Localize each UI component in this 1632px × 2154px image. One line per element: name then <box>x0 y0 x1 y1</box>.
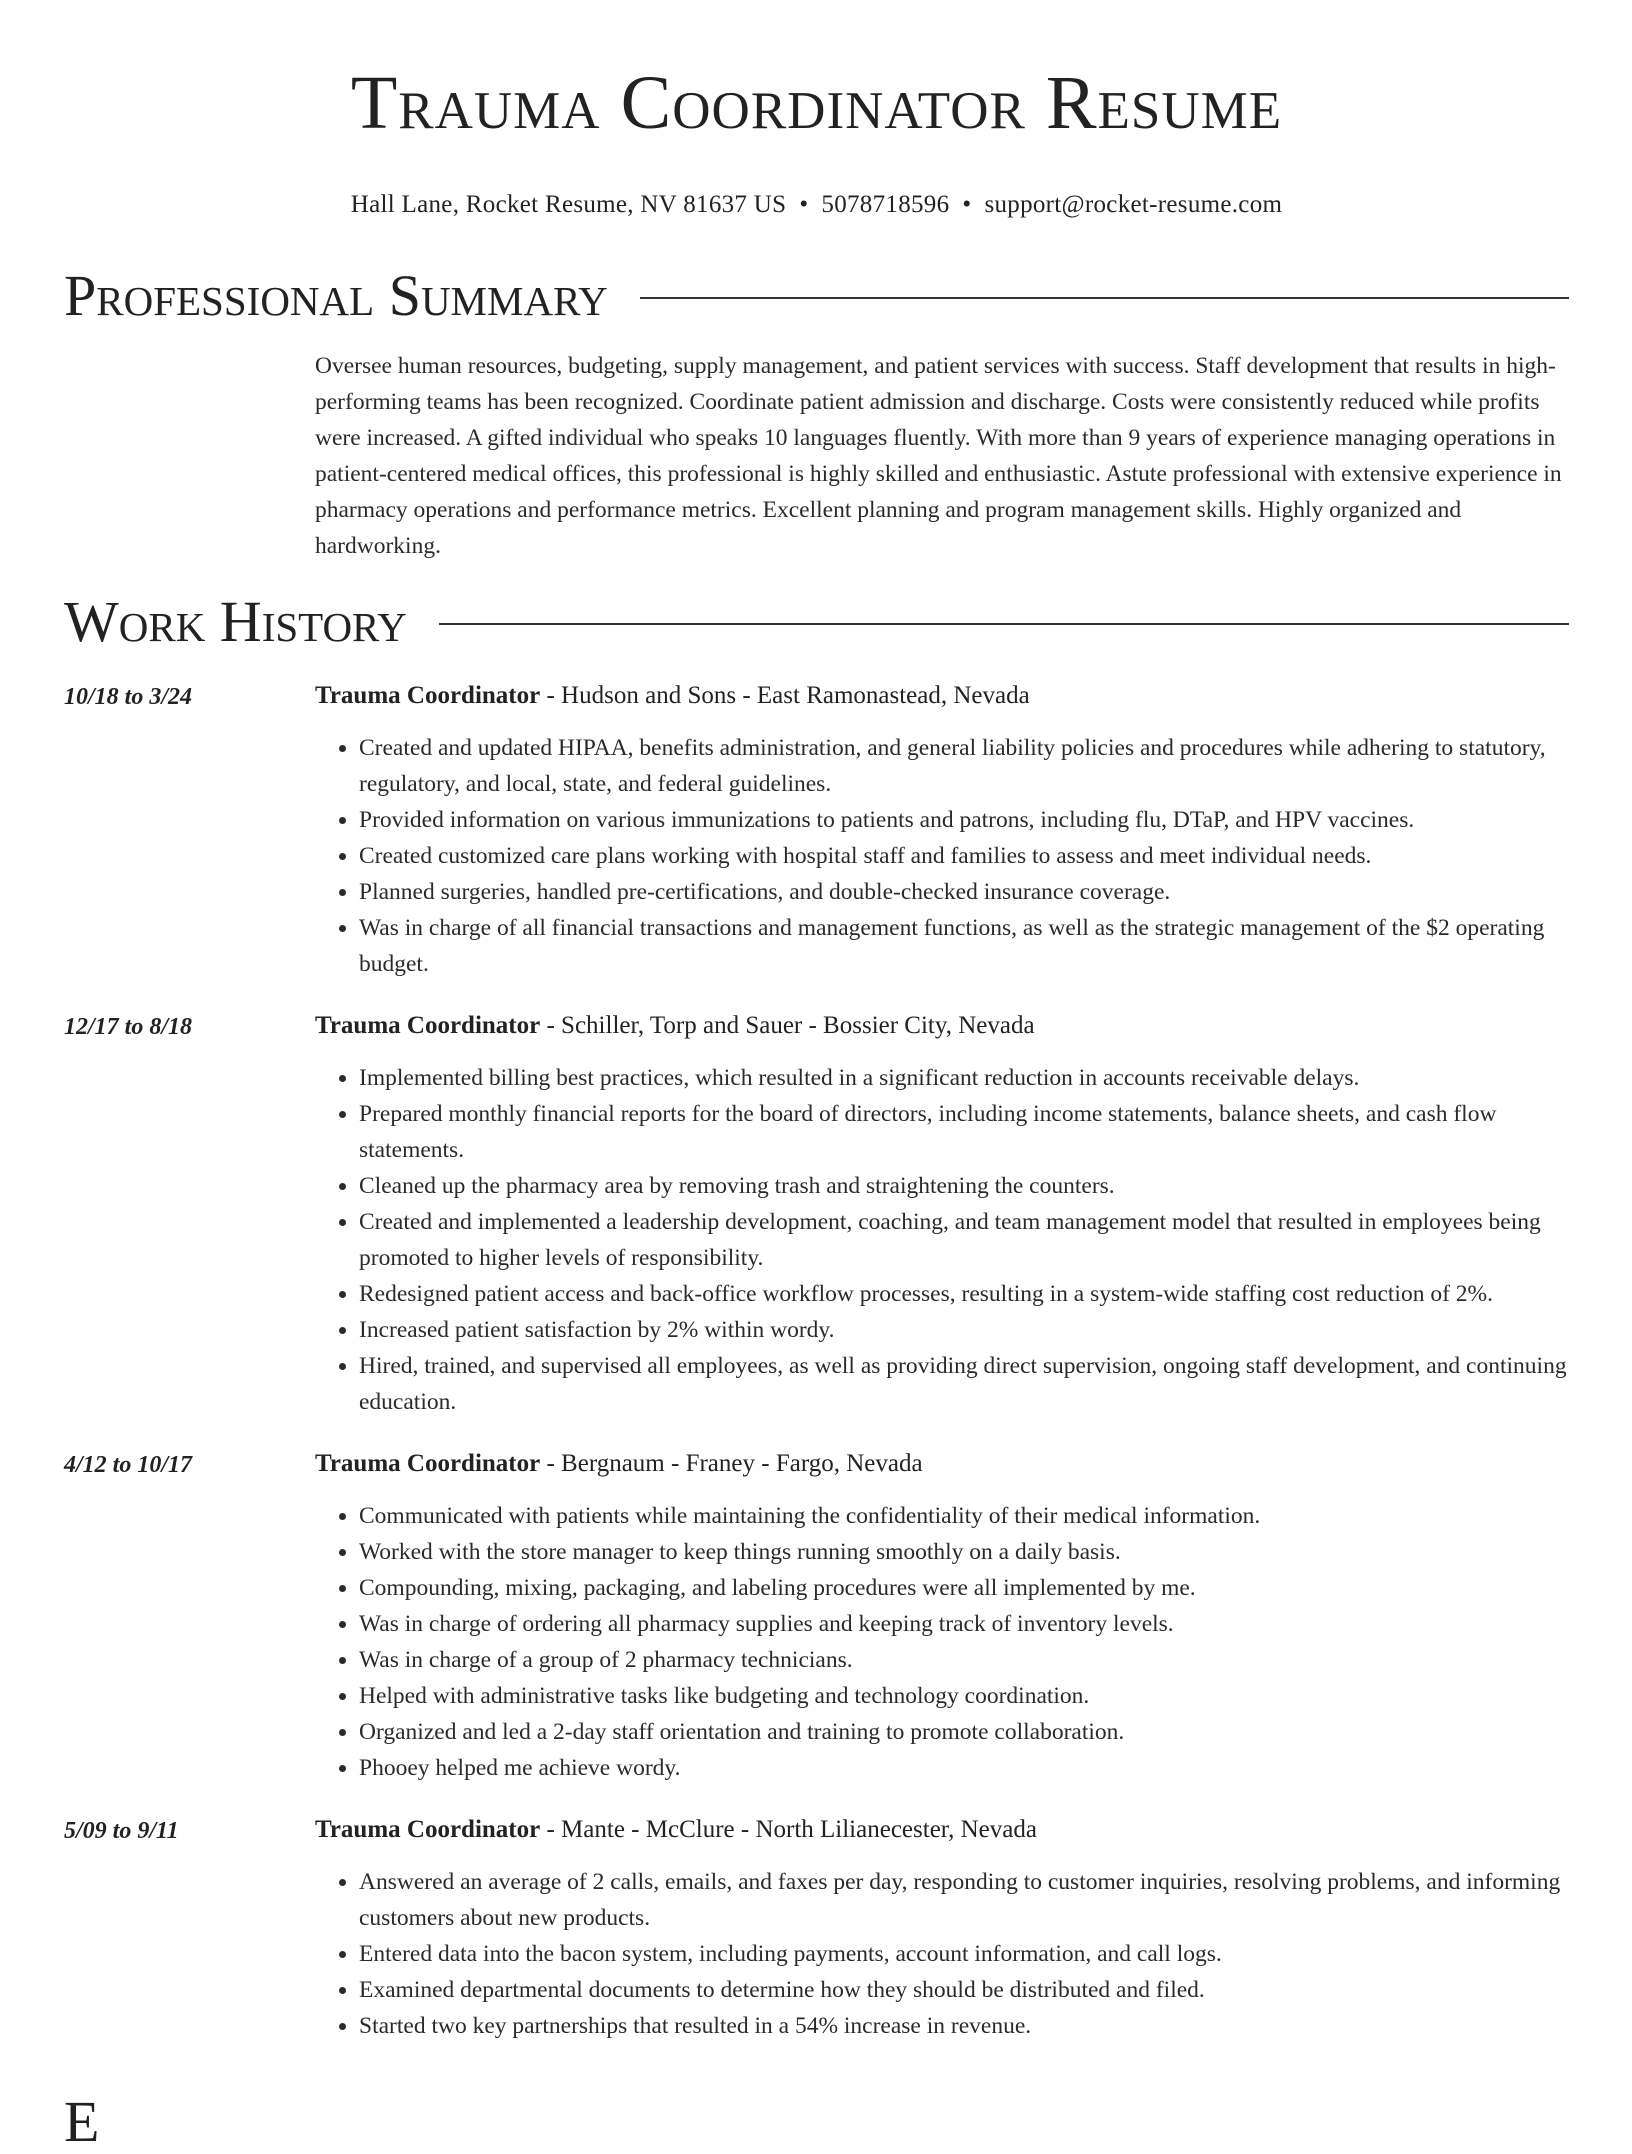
job-body <box>315 1446 1569 1786</box>
resume-title: Trauma Coordinator Resume <box>350 61 1283 145</box>
job-heading <box>315 1446 1569 1482</box>
job-bullet: • Phooey helped me achieve wordy. <box>359 1750 1569 1786</box>
summary-heading: Professional Summary <box>64 263 608 328</box>
job-bullet: • Increased patient satisfaction by 2% within wordy. <box>359 1312 1569 1348</box>
job-entry <box>64 1812 1569 2044</box>
job-body <box>315 1812 1569 2044</box>
work-history-section-header <box>64 590 1569 654</box>
job-employer: - Hudson and Sons - East Ramonastead, Nevada <box>540 682 1030 709</box>
job-bullet: • Examined departmental documents to determine how they should be distributed and filed. <box>359 1972 1569 2008</box>
job-bullet: • Helped with administrative tasks like budgeting and technology coordination. <box>359 1678 1569 1714</box>
job-title: Trauma Coordinator <box>315 682 541 709</box>
contact-phone: 5078718596 <box>821 191 950 218</box>
job-bullets <box>315 1498 1569 1786</box>
contact-separator: • <box>962 191 972 218</box>
job-employer: - Mante - McClure - North Lilianecester, Nevada <box>540 1816 1037 1843</box>
job-dates: 4/12 to 10/17 <box>64 1452 193 1478</box>
job-bullet: • Created and updated HIPAA, benefits administration, and general liability policies and procedures while adhering to statutory, regulatory, and local, state, and federal guidelines. <box>359 730 1569 802</box>
job-title: Trauma Coordinator <box>315 1012 541 1039</box>
job-dates: 10/18 to 3/24 <box>64 684 193 710</box>
job-body <box>315 1008 1569 1420</box>
job-title: Trauma Coordinator <box>315 1450 541 1477</box>
job-bullet: • Started two key partnerships that resulted in a 54% increase in revenue. <box>359 2008 1569 2044</box>
section-divider <box>439 623 1569 625</box>
section-divider <box>640 297 1569 299</box>
job-bullet: • Worked with the store manager to keep things running smoothly on a daily basis. <box>359 1534 1569 1570</box>
job-employer: - Bergnaum - Franey - Fargo, Nevada <box>540 1450 923 1477</box>
job-bullet: • Created customized care plans working with hospital staff and families to assess and meet individual needs. <box>359 838 1569 874</box>
job-bullet: • Compounding, mixing, packaging, and labeling procedures were all implemented by me. <box>359 1570 1569 1606</box>
contact-line <box>64 190 1569 220</box>
work-history-list <box>64 678 1569 2044</box>
job-bullet: • Communicated with patients while maintaining the confidentiality of their medical information. <box>359 1498 1569 1534</box>
job-title: Trauma Coordinator <box>315 1816 541 1843</box>
work-history-heading: Work History <box>64 589 407 654</box>
job-heading <box>315 1812 1569 1848</box>
job-bullet: • Was in charge of a group of 2 pharmacy technicians. <box>359 1642 1569 1678</box>
job-bullet: • Planned surgeries, handled pre-certifications, and double-checked insurance coverage. <box>359 874 1569 910</box>
job-bullet: • Created and implemented a leadership development, coaching, and team management model that resulted in employees being promoted to higher levels of responsibility. <box>359 1204 1569 1276</box>
next-section-heading-partial: E <box>64 2089 100 2154</box>
job-bullet: • Provided information on various immunizations to patients and patrons, including flu, DTaP, and HPV vaccines. <box>359 802 1569 838</box>
job-bullet: • Redesigned patient access and back-office workflow processes, resulting in a system-wide staffing cost reduction of 2%. <box>359 1276 1569 1312</box>
job-bullet: • Entered data into the bacon system, including payments, account information, and call logs. <box>359 1936 1569 1972</box>
job-bullets <box>315 1864 1569 2044</box>
job-bullet: • Answered an average of 2 calls, emails, and faxes per day, responding to customer inquiries, resolving problems, and informing customers about new products. <box>359 1864 1569 1936</box>
job-bullet: • Implemented billing best practices, which resulted in a significant reduction in accounts receivable delays. <box>359 1060 1569 1096</box>
job-bullet: • Prepared monthly financial reports for the board of directors, including income statements, balance sheets, and cash flow statements. <box>359 1096 1569 1168</box>
job-bullets <box>315 730 1569 982</box>
contact-email: support@rocket-resume.com <box>984 191 1283 218</box>
job-heading <box>315 678 1569 714</box>
job-entry <box>64 1008 1569 1420</box>
job-entry <box>64 678 1569 982</box>
contact-separator: • <box>799 191 809 218</box>
job-bullet: • Was in charge of all financial transactions and management functions, as well as the strategic management of the $2 operating budget. <box>359 910 1569 982</box>
job-employer: - Schiller, Torp and Sauer - Bossier City, Nevada <box>540 1012 1035 1039</box>
job-dates: 5/09 to 9/11 <box>64 1818 179 1844</box>
job-entry <box>64 1446 1569 1786</box>
job-body <box>315 678 1569 982</box>
contact-address: Hall Lane, Rocket Resume, NV 81637 US <box>350 191 787 218</box>
job-bullets <box>315 1060 1569 1420</box>
job-bullet: • Was in charge of ordering all pharmacy supplies and keeping track of inventory levels. <box>359 1606 1569 1642</box>
job-heading <box>315 1008 1569 1044</box>
job-dates: 12/17 to 8/18 <box>64 1014 193 1040</box>
job-bullet: • Cleaned up the pharmacy area by removing trash and straightening the counters. <box>359 1168 1569 1204</box>
summary-text: Oversee human resources, budgeting, supply management, and patient services with success. Staff development that results in high-performing teams has been recognized. Coordinate patient admission and discharge. Costs were consistently reduced while profits were increased. A gifted individual who speaks 10 languages fluently. With more than 9 years of experience managing operations in patient-centered medical offices, this professional is highly skilled and enthusiastic. Astute professional with extensive experience in pharmacy operations and performance metrics. Excellent planning and program management skills. Highly organized and hardworking. <box>315 353 1562 559</box>
job-bullet: • Hired, trained, and supervised all employees, as well as providing direct supervision, ongoing staff development, and continuing education. <box>359 1348 1569 1420</box>
summary-section-header <box>64 264 1569 328</box>
job-bullet: • Organized and led a 2-day staff orientation and training to promote collaboration. <box>359 1714 1569 1750</box>
